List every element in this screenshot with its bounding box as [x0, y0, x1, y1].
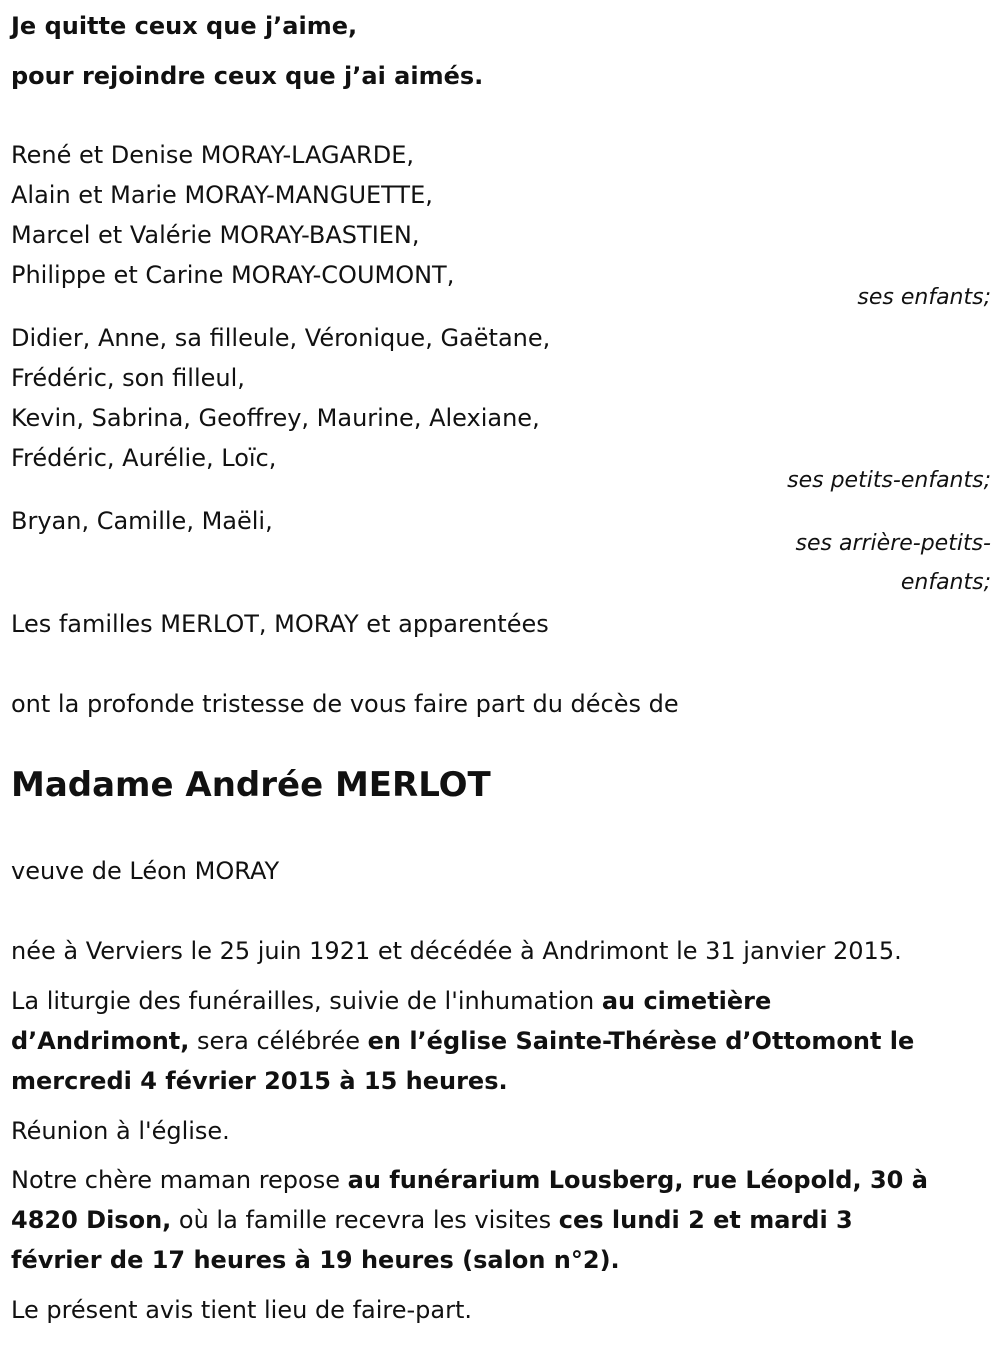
closing-line: Le présent avis tient lieu de faire-part. — [11, 1296, 473, 1324]
grandchildren-name-3: Kevin, Sabrina, Geoffrey, Maurine, Alexiane, — [11, 404, 540, 432]
widow-of-line: veuve de Léon MORAY — [11, 857, 280, 885]
quote-line-2: pour rejoindre ceux que j’ai aimés. — [11, 62, 484, 90]
grandchildren-relation: ses petits-enfants; — [787, 468, 991, 493]
rest-l1-bold: au funérarium Lousberg, rue Léopold, 30 à — [347, 1166, 928, 1194]
liturgy-l1-bold: au cimetière — [601, 987, 772, 1015]
liturgy-l3-bold: mercredi 4 février 2015 à 15 heures. — [11, 1067, 508, 1095]
liturgy-l1-normal: La liturgie des funérailles, suivie de l'inhumation — [11, 987, 602, 1015]
grandchildren-name-4: Frédéric, Aurélie, Loïc, — [11, 444, 277, 472]
great-grandchildren-relation-line-1: ses arrière-petits- — [795, 531, 991, 556]
grandchildren-name-2: Frédéric, son filleul, — [11, 364, 245, 392]
children-name-3: Marcel et Valérie MORAY-BASTIEN, — [11, 221, 420, 249]
children-name-2: Alain et Marie MORAY-MANGUETTE, — [11, 181, 433, 209]
rest-paragraph — [11, 1160, 986, 1280]
children-name-4: Philippe et Carine MORAY-COUMONT, — [11, 261, 455, 289]
liturgy-paragraph — [11, 981, 986, 1101]
rest-l2-bold: 4820 Dison, — [11, 1206, 172, 1234]
liturgy-l2-normal: sera célébrée — [189, 1027, 368, 1055]
reunion-line: Réunion à l'église. — [11, 1117, 230, 1145]
grandchildren-name-1: Didier, Anne, sa filleule, Véronique, Gaëtane, — [11, 324, 551, 352]
families-line: Les familles MERLOT, MORAY et apparentées — [11, 610, 549, 638]
liturgy-l2-bold: d’Andrimont, — [11, 1027, 190, 1055]
rest-l2-bold2: ces lundi 2 et mardi 3 — [558, 1206, 853, 1234]
quote-line-1: Je quitte ceux que j’aime, — [11, 12, 358, 40]
rest-l1-normal: Notre chère maman repose — [11, 1166, 348, 1194]
rest-l2-normal: où la famille recevra les visites — [171, 1206, 559, 1234]
great-grandchildren-names: Bryan, Camille, Maëli, — [11, 507, 273, 535]
deceased-name: Madame Andrée MERLOT — [11, 765, 491, 805]
liturgy-l2-bold2: en l’église Sainte-Thérèse d’Ottomont le — [367, 1027, 915, 1055]
announcement-line: ont la profonde tristesse de vous faire part du décès de — [11, 690, 679, 718]
children-relation: ses enfants; — [857, 285, 991, 310]
great-grandchildren-relation-line-2: enfants; — [900, 570, 991, 595]
rest-l3-bold: février de 17 heures à 19 heures (salon n°2). — [11, 1246, 620, 1274]
birth-death-line: née à Verviers le 25 juin 1921 et décédée à Andrimont le 31 janvier 2015. — [11, 937, 902, 965]
children-name-1: René et Denise MORAY-LAGARDE, — [11, 141, 415, 169]
